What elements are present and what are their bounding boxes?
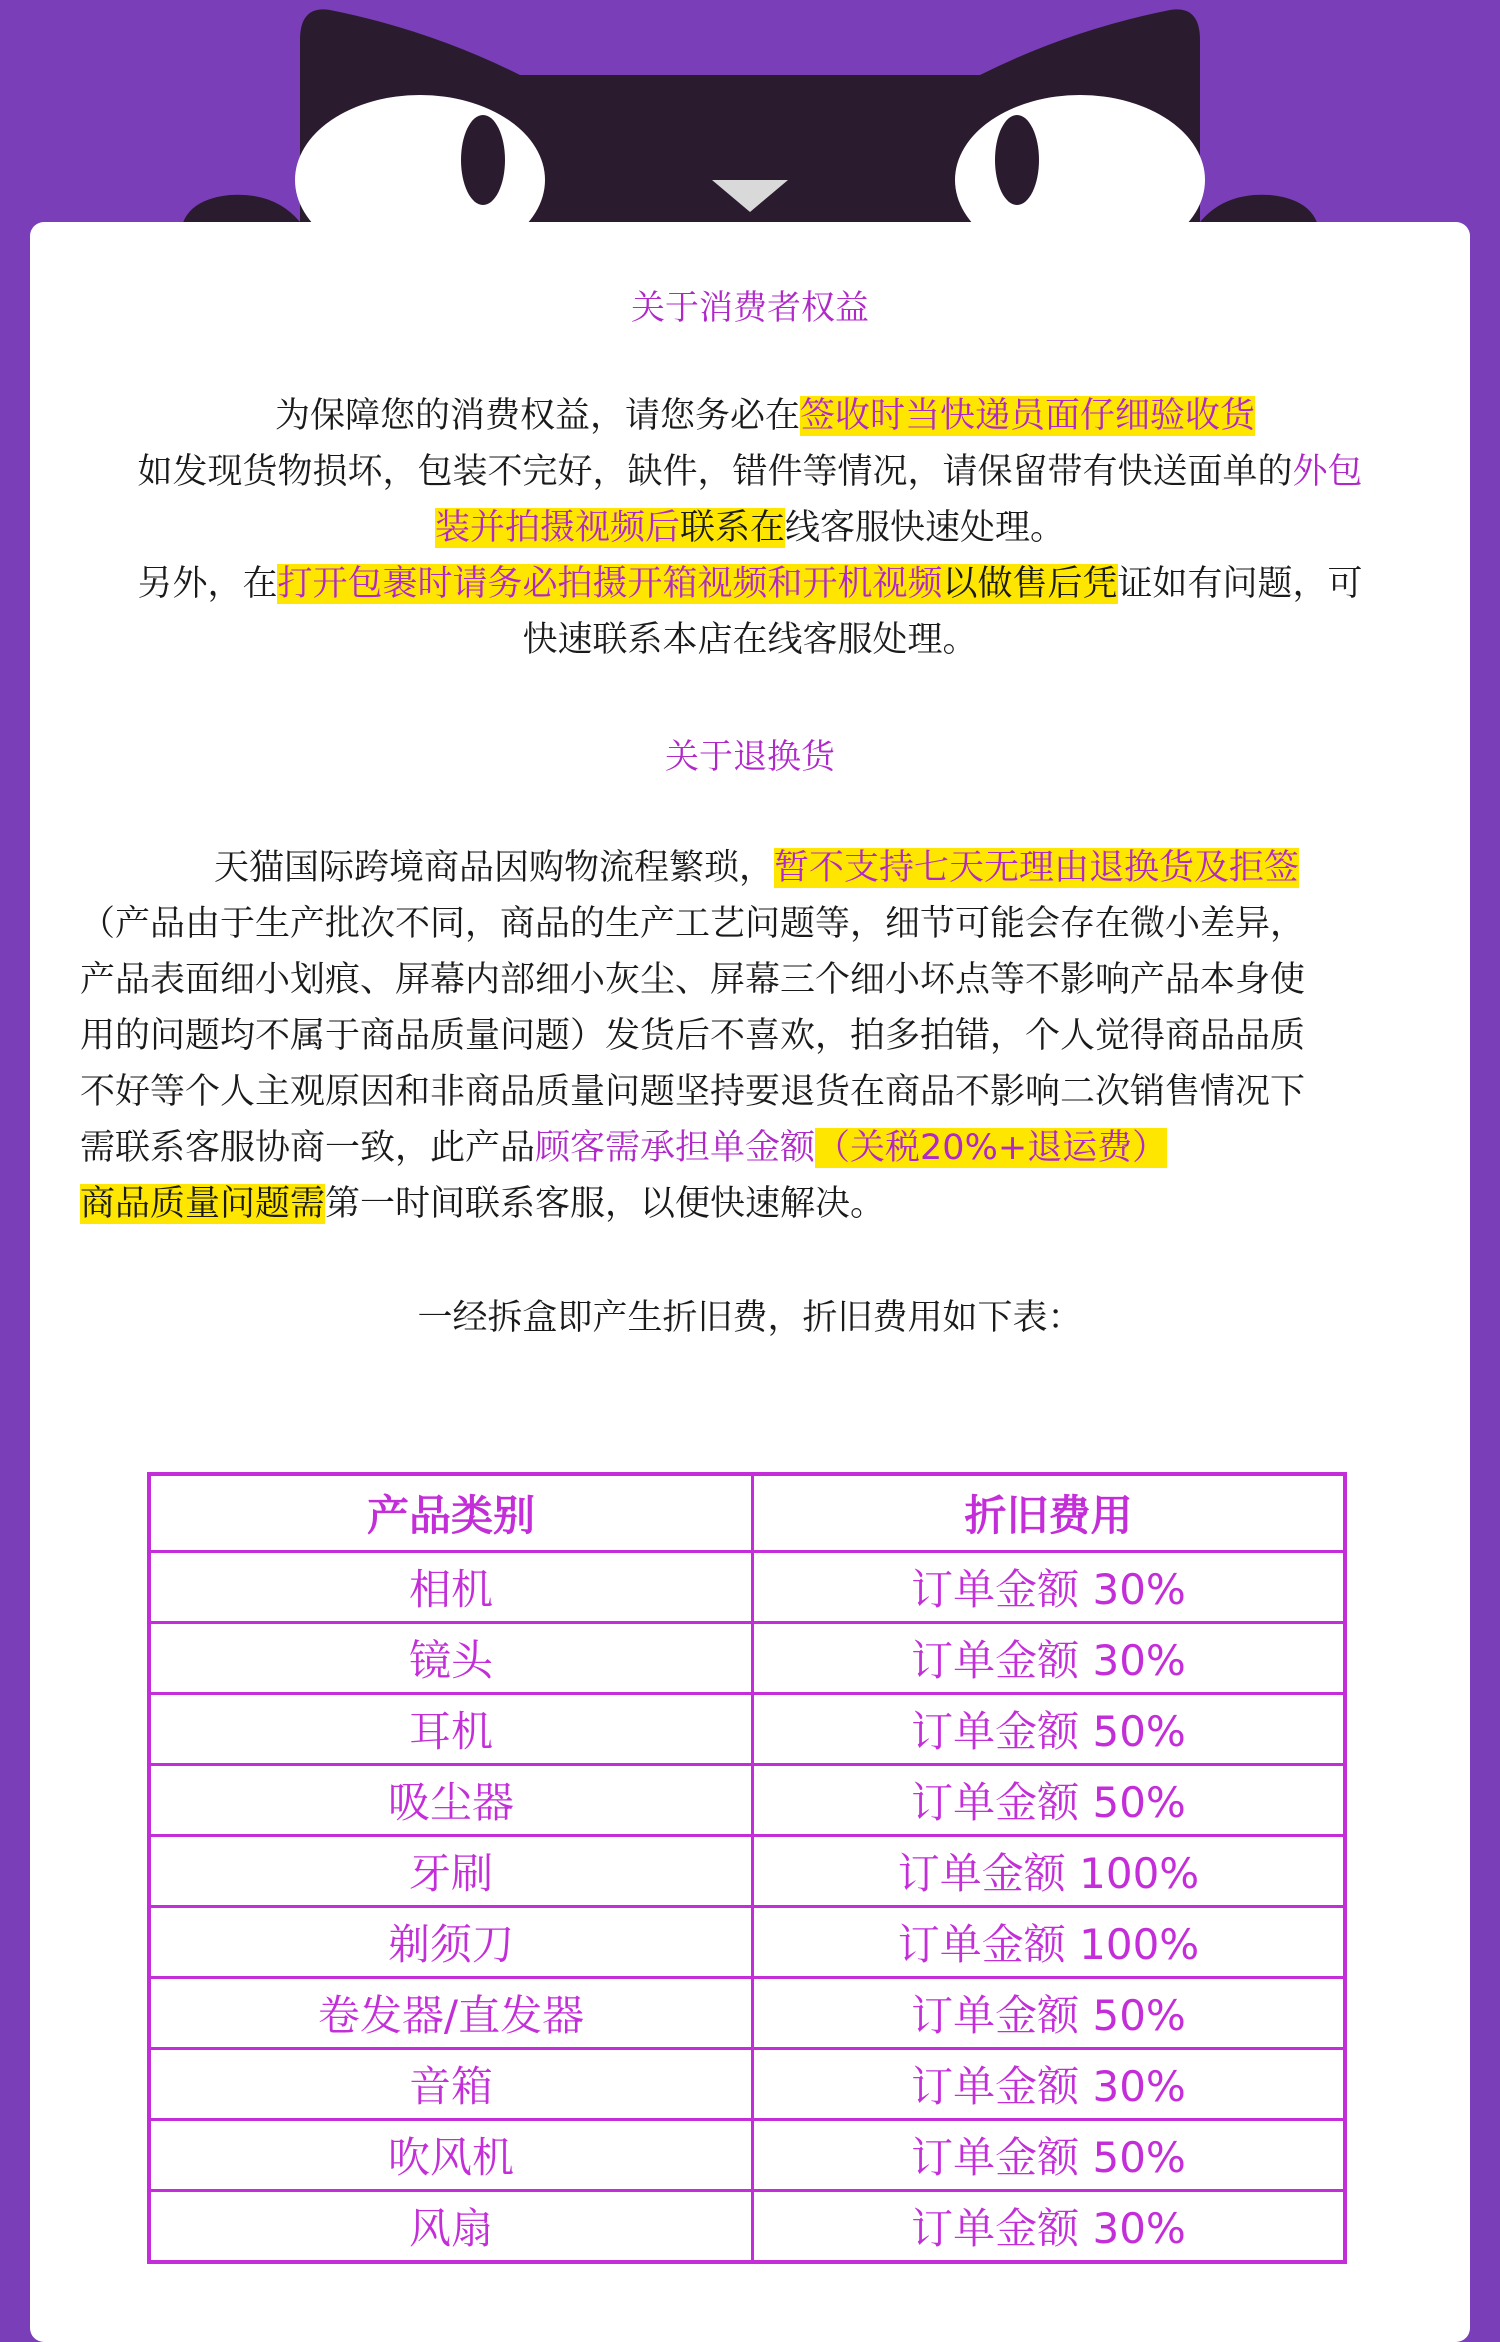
highlight-text: 以做售后凭	[942, 564, 1118, 604]
table-row	[149, 1552, 1345, 1623]
fee-cell: 订单金额 50%	[753, 1978, 1346, 2049]
fee-cell: 订单金额 30%	[753, 2049, 1346, 2120]
fee-cell: 订单金额 100%	[753, 1907, 1346, 1978]
table-row	[149, 1765, 1345, 1836]
fee-cell: 订单金额 100%	[753, 1836, 1346, 1907]
rights-text: 快速联系本店在线客服处理。	[522, 620, 978, 660]
returns-text: 第一时间联系客服，以便快速解决。	[325, 1184, 886, 1224]
table-row	[149, 2120, 1345, 2191]
depreciation-table	[147, 1472, 1347, 2264]
category-cell: 卷发器/直发器	[149, 1978, 753, 2049]
category-cell: 吹风机	[149, 2120, 753, 2191]
rights-paragraph	[80, 388, 1420, 668]
returns-paragraph	[80, 840, 1440, 1232]
returns-text: 需联系客服协商一致，此产品	[80, 1128, 536, 1168]
fee-cell: 订单金额 30%	[753, 2191, 1346, 2263]
returns-text: （产品由于生产批次不同，商品的生产工艺问题等，细节可能会存在微小差异，	[80, 904, 1306, 944]
section-title-rights: 关于消费者权益	[631, 288, 869, 328]
header-category: 产品类别	[149, 1474, 753, 1552]
category-cell: 耳机	[149, 1694, 753, 1765]
fee-cell: 订单金额 30%	[753, 1552, 1346, 1623]
depreciation-note: 一经拆盒即产生折旧费，折旧费用如下表：	[417, 1298, 1083, 1338]
section-title-returns: 关于退换货	[665, 737, 835, 777]
tmall-cat-icon	[0, 0, 1500, 260]
highlight-text: 外包	[1292, 452, 1363, 492]
category-cell: 吸尘器	[149, 1765, 753, 1836]
returns-text: 用的问题均不属于商品质量问题）发货后不喜欢，拍多拍错，个人觉得商品品质	[80, 1016, 1306, 1056]
returns-text: 天猫国际跨境商品因购物流程繁琐，	[214, 848, 775, 888]
rights-text: 如发现货物损坏，包装不完好，缺件，错件等情况，请保留带有快送面单的	[137, 452, 1293, 492]
category-cell: 相机	[149, 1552, 753, 1623]
table-row	[149, 1623, 1345, 1694]
fee-cell: 订单金额 50%	[753, 1765, 1346, 1836]
table-row	[149, 1694, 1345, 1765]
fee-cell: 订单金额 50%	[753, 1694, 1346, 1765]
header-fee: 折旧费用	[753, 1474, 1346, 1552]
highlight-text: 顾客需承担单金额	[535, 1128, 816, 1168]
table-row	[149, 2049, 1345, 2120]
category-cell: 镜头	[149, 1623, 753, 1694]
highlight-text: 打开包裹时请务必拍摄开箱视频和开机视频	[277, 564, 943, 604]
highlight-text: 签收时当快递员面仔细验收货	[800, 396, 1256, 436]
category-cell: 剃须刀	[149, 1907, 753, 1978]
rights-text: 为保障您的消费权益，请您务必在	[275, 396, 801, 436]
rights-text: 证如有问题，可	[1117, 564, 1363, 604]
highlight-text: 商品质量问题需	[80, 1184, 326, 1224]
highlight-text: 联系在	[679, 508, 785, 548]
rights-text: 线客服快速处理。	[785, 508, 1066, 548]
table-row	[149, 2191, 1345, 2263]
table-header-row	[149, 1474, 1345, 1552]
category-cell: 音箱	[149, 2049, 753, 2120]
table-row	[149, 1978, 1345, 2049]
highlight-text: （关税20%+退运费）	[815, 1128, 1168, 1168]
highlight-text: 装并拍摄视频后	[434, 508, 680, 548]
fee-cell: 订单金额 30%	[753, 1623, 1346, 1694]
fee-cell: 订单金额 50%	[753, 2120, 1346, 2191]
returns-text: 不好等个人主观原因和非商品质量问题坚持要退货在商品不影响二次销售情况下	[80, 1072, 1306, 1112]
category-cell: 风扇	[149, 2191, 753, 2263]
table-row	[149, 1907, 1345, 1978]
category-cell: 牙刷	[149, 1836, 753, 1907]
returns-text: 产品表面细小划痕、屏幕内部细小灰尘、屏幕三个细小坏点等不影响产品本身使	[80, 960, 1306, 1000]
highlight-text: 暂不支持七天无理由退换货及拒签	[774, 848, 1300, 888]
table-row	[149, 1836, 1345, 1907]
rights-text: 另外，在	[137, 564, 278, 604]
